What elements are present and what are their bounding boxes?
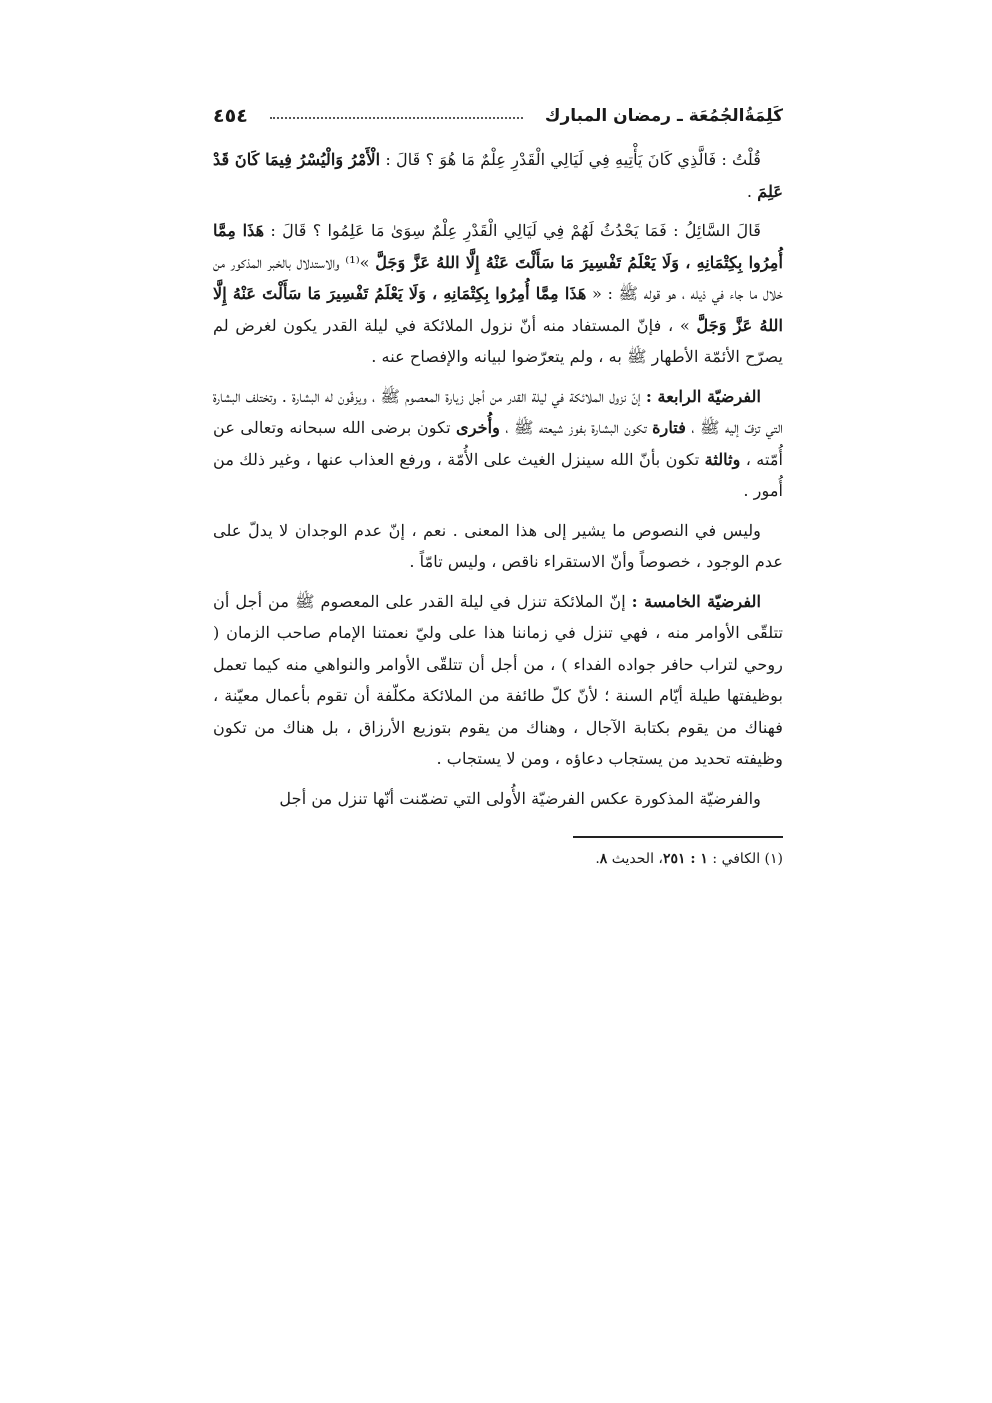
page-number: ٤٥٤ — [213, 105, 248, 127]
footnote-hadith-number: ٨ — [599, 851, 608, 867]
paragraph-3-text-f: تكون برضى الله سبحانه وتعالى عن أُمّته ، — [213, 418, 784, 469]
footnote-text-a: (١) الكافي : — [707, 851, 783, 867]
paragraph-2-text-e: » ، فإنّ المستفاد منه أنّ نزول الملائكة في ليلة القدر يكون لغرض لم يصرّح الأئمّة الأطهار ﷺ به ، ولم يتعرّضوا لبيانه والإفصاح عنه . — [213, 315, 783, 366]
footnote-volume-page: ١ : ٢٥١ — [662, 851, 708, 867]
paragraph-2-text-c: »⁽¹⁾ والاستدلال بالخبر المذكور من خلال ما جاء في ذيله ، هو قوله ﷺ : « — [213, 252, 783, 303]
paragraph-5-text: إنّ الملائكة تنزل في ليلة القدر على المعصوم ﷺ من أجل أن تتلقّى الأوامر منه ، فهي تنزل في زماننا هذا على وليّ نعمتنا الإمام صاحب الزمان ( روحي لتراب حافر جواده الفداء ) ، من أجل أن تتلقّى الأوامر والنواهي منه كيما تعمل بوظيفتها طيلة أيّام السنة ؛ لأنّ كلّ طائفة من الملائكة مكلّفة أن تقوم بأعمال معيّنة ، فهناك من يقوم بكتابة الآجال ، وهناك من يقوم بتوزيع الأرزاق ، بل هناك من تكون وظيفته تحديد من يستجاب دعاؤه ، ومن لا يستجاب . — [213, 591, 783, 768]
paragraph-3-text-d: تكون البشارة بفوز شيعته ﷺ ، — [499, 418, 653, 437]
paragraph-1 — [213, 144, 783, 207]
footnote-text-e: . — [595, 851, 600, 867]
paragraph-4: وليس في النصوص ما يشير إلى هذا المعنى . نعم ، إنّ عدم الوجدان لا يدلّ على عدم الوجود ، خصوصاً وأنّ الاستقراء ناقص ، وليس تامّاً . — [213, 520, 783, 571]
paragraph-6: والفرضيّة المذكورة عكس الفرضيّة الأُولى التي تضمّنت أنّها تنزل من أجل — [279, 788, 761, 808]
footnote — [213, 848, 783, 870]
paragraph-1-text: قُلْتُ : فَالَّذِي كَانَ يَأْتِيهِ فِي لَيَالِي الْقَدْرِ عِلْمٌ مَا هُوَ ؟ قَالَ : — [380, 150, 762, 169]
paragraph-3-bold-g: وثالثة — [704, 449, 741, 469]
header-title: كَلِمَةُالجُمُعَة ـ رمضان المبارك — [544, 106, 783, 126]
paragraph-3-text-b: إنّ نزول الملائكة في ليلة القدر من أجل زيارة المعصوم ﷺ ، ويزفّون له البشارة . وتختلف البشارة التي تزفّ إليه ﷺ ، — [213, 386, 783, 437]
footnote-separator — [573, 836, 783, 838]
paragraph-3 — [213, 381, 783, 507]
paragraph-1-bold: الْأَمْرُ وَالْيُسْرُ فِيمَا كَانَ قَدْ عَلِمَ — [213, 150, 783, 201]
heading-fifth-hypothesis: الفرضيّة الخامسة : — [631, 591, 761, 611]
paragraph-5 — [213, 586, 783, 775]
paragraph-3-bold-c: فتارة — [652, 418, 686, 437]
document-page — [213, 96, 783, 878]
footnote-text-c: ، الحديث — [607, 851, 663, 867]
header-dotted-leader — [270, 117, 523, 119]
paragraph-2 — [213, 215, 783, 373]
paragraph-3-bold-e: وأُخرى — [456, 418, 500, 437]
heading-fourth-hypothesis: الفرضيّة الرابعة : — [645, 386, 761, 406]
paragraph-1-end: . — [746, 181, 758, 201]
paragraph-2-text-a: قَالَ السَّائِلُ : فَمَا يَحْدُثُ لَهُمْ فِي لَيَالِي الْقَدْرِ عِلْمٌ سِوَىٰ مَا عَلِمُوا ؟ قَالَ : — [264, 221, 761, 240]
paragraph-2-bold-a: هَذَا مِمَّا أُمِرُوا بِكِتْمَانِهِ ، وَلَا يَعْلَمُ تَفْسِيرَ مَا سَأَلْتَ عَنْهُ إِلَّا اللهُ عَزَّ وَجَلَّ — [213, 221, 783, 272]
page-body — [213, 144, 783, 814]
paragraph-3-text-h: تكون بأنّ الله سينزل الغيث على الأُمّة ، ورفع العذاب عنها ، وغير ذلك من أُمور . — [213, 449, 783, 500]
paragraph-2-bold-d: هَذَا مِمَّا أُمِرُوا بِكِتْمَانِهِ ، وَلَا يَعْلَمُ تَفْسِيرَ مَا سَأَلْتَ عَنْهُ إِلَّا اللهُ عَزَّ وَجَلَّ — [213, 284, 783, 335]
running-header — [213, 96, 783, 136]
